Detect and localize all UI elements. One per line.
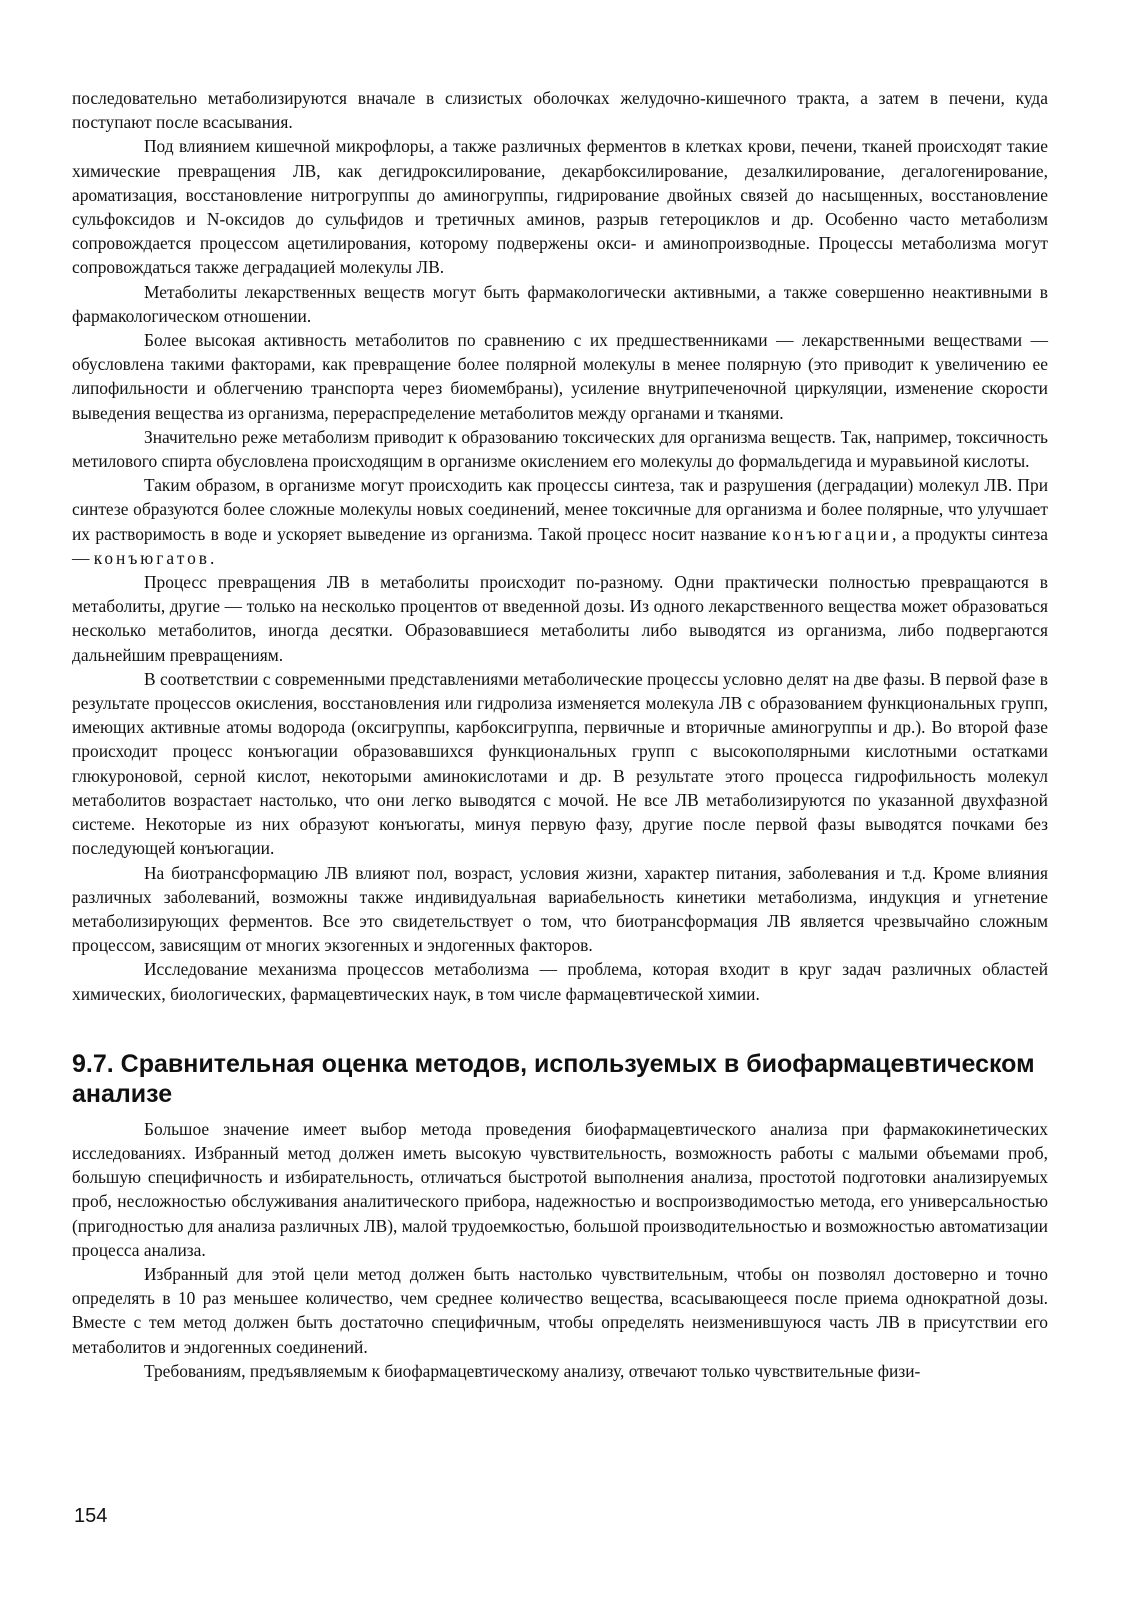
paragraph: Процесс превращения ЛВ в метаболиты происходит по-разному. Одни практически полностью превращаются в метаболиты, другие — только на несколько процентов от введенной дозы. Из одного лекарственного вещества может образоваться несколько метаболитов, иногда десятки. Образовавшиеся метаболиты либо выводятся из организма, либо подвергаются дальнейшим превращениям.: [72, 572, 1048, 665]
term-conjugates: конъюгатов: [93, 547, 210, 568]
section-heading: 9.7. Сравнительная оценка методов, используемых в биофармацевтическом анализе: [72, 1049, 1035, 1108]
text-block-1: [72, 86, 1048, 473]
text-block-2: [72, 570, 1048, 1006]
paragraph: На биотрансформацию ЛВ влияют пол, возраст, условия жизни, характер питания, заболевания и т.д. Кроме влияния различных заболеваний, возможны также индивидуальная вариабельность кинетики метаболизма, индукция и угнетение метаболизирующих ферментов. Все это свидетельствует о том, что биотрансформация ЛВ является чрезвычайно сложным процессом, зависящим от многих экзогенных и эндогенных факторов.: [72, 862, 1048, 956]
term-conjugation: конъюгации: [771, 523, 893, 544]
conjugation-text-2: , а продукты синтеза —: [72, 523, 1049, 568]
paragraph: Под влиянием кишечной микрофлоры, а также различных ферментов в клетках крови, печени, тканей происходят такие химические превращения ЛВ, как дегидроксилирование, декарбоксилирование, дезалкилирование, дегалогенирование, ароматизация, восстановление нитрогруппы до аминогруппы, гидрирование двойных связей до насыщенных, восстановление сульфоксидов и N-оксидов до сульфидов и третичных аминов, разрыв гетероциклов и др. Особенно часто метаболизм сопровождается процессом ацетилирования, которому подвержены окси- и аминопроизводные. Процессы метаболизма могут сопровождаться также деградацией молекулы ЛВ.: [72, 136, 1048, 278]
page-body: [72, 86, 1048, 1383]
paragraph: В соответствии с современными представлениями метаболические процессы условно делят на две фазы. В первой фазе в результате процессов окисления, восстановления или гидролиза изменяется молекула ЛВ с образованием функциональных групп, имеющих активные атомы водорода (оксигруппы, карбоксигруппа, первичные и вторичные аминогруппы и др.). Во второй фазе происходит процесс конъюгации образовавшихся функциональных групп с высокополярными кислотными остатками глюкуроновой, серной кислот, некоторыми аминокислотами и др. В результате этого процесса гидрофильность молекул метаболитов возрастает настолько, что они легко выводятся с мочой. Не все ЛВ метаболизируются по указанной двухфазной системе. Некоторые из них образуют конъюгаты, минуя первую фазу, другие после первой фазы выводятся почками без последующей конъюгации.: [72, 668, 1048, 859]
paragraph: последовательно метаболизируются вначале в слизистых оболочках желудочно-кишечного тракта, а затем в печени, куда поступают после всасывания.: [72, 88, 1048, 133]
conjugation-text-3: .: [209, 547, 215, 568]
paragraph: Большое значение имеет выбор метода проведения биофармацевтического анализа при фармакокинетических исследованиях. Избранный метод должен иметь высокую чувствительность, возможность работы с малыми объемами проб, большую специфичность и избирательность, отличаться быстротой выполнения анализа, простотой подготовки анализируемых проб, несложностью обслуживания аналитического прибора, надежностью и воспроизводимостью метода, его универсальностью (пригодностью для анализа различных ЛВ), малой трудоемкостью, большой производительностью и возможностью автоматизации процесса анализа.: [72, 1118, 1048, 1260]
paragraph: Значительно реже метаболизм приводит к образованию токсических для организма веществ. Так, например, токсичность метилового спирта обусловлена происходящим в организме окислением его молекулы до формальдегида и муравьиной кислоты.: [72, 426, 1048, 472]
paragraph-conjugation: [72, 473, 1048, 570]
page-number: 154: [74, 1505, 108, 1527]
conjugation-text-1: Таким образом, в организме могут происходить как процессы синтеза, так и разрушения (деградации) молекул ЛВ. При синтезе образуются более сложные молекулы новых соединений, менее токсичные для организма и более полярные, что улучшает их растворимость в воде и ускоряет выведение из организма. Такой процесс носит название: [72, 475, 1048, 544]
paragraph: Исследование механизма процессов метаболизма — проблема, которая входит в круг задач различных областей химических, биологических, фармацевтических наук, в том числе фармацевтической химии.: [72, 959, 1048, 1004]
paragraph: Избранный для этой цели метод должен быть настолько чувствительным, чтобы он позволял достоверно и точно определять в 10 раз меньшее количество, чем среднее количество вещества, всасывающееся после приема однократной дозы. Вместе с тем метод должен быть достаточно специфичным, чтобы определять неизменившуюся часть ЛВ в присутствии его метаболитов и эндогенных соединений.: [72, 1263, 1048, 1357]
paragraph: Более высокая активность метаболитов по сравнению с их предшественниками — лекарственными веществами — обусловлена такими факторами, как превращение более полярной молекулы в менее полярную (это приводит к увеличению ее липофильности и облегчению транспорта через биомембраны), усиление внутрипеченочной циркуляции, изменение скорости выведения вещества из организма, перераспределение метаболитов между органами и тканями.: [72, 330, 1048, 423]
paragraph: Метаболиты лекарственных веществ могут быть фармакологически активными, а также совершенно неактивными в фармакологическом отношении.: [72, 281, 1048, 326]
text-block-3: [72, 1117, 1048, 1383]
paragraph: Требованиям, предъявляемым к биофармацевтическому анализу, отвечают только чувствительные физи-: [144, 1360, 921, 1381]
